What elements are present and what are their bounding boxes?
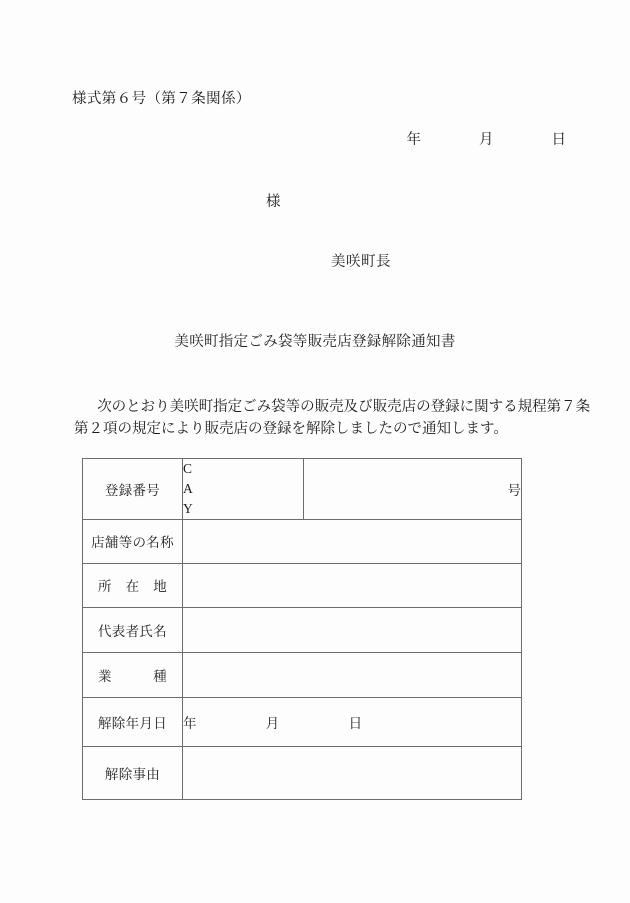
table-row (83, 746, 522, 799)
table-row (83, 652, 522, 697)
table-row (83, 519, 522, 563)
registration-details-table (82, 458, 522, 800)
body-paragraph (74, 396, 591, 441)
representative-name-value-cell[interactable] (183, 607, 522, 652)
table-row (83, 697, 522, 746)
row-label-business-type: 業 種 (83, 652, 183, 697)
row-label-registration-number: 登録番号 (83, 459, 183, 520)
store-name-value-cell[interactable] (183, 519, 522, 563)
table-row (83, 459, 522, 520)
body-line-1: 次のとおり美咲町指定ごみ袋等の販売及び販売店の登録に関する規程第７条 (97, 399, 591, 415)
row-label-representative-name: 代表者氏名 (83, 607, 183, 652)
prefix-line-c: C (183, 461, 193, 476)
registration-number-value-cell[interactable]: 号 (304, 459, 522, 520)
date-blank-line: 年 月 日 (406, 132, 566, 148)
body-line-2: 第２項の規定により販売店の登録を解除しましたので通知します。 (74, 421, 508, 438)
table-row (83, 607, 522, 652)
issuer-name: 美咲町長 (331, 254, 391, 270)
prefix-line-y: Y (183, 500, 193, 516)
document-title: 美咲町指定ごみ袋等販売店登録解除通知書 (174, 334, 456, 350)
cancellation-reason-value-cell[interactable] (183, 746, 522, 799)
form-number: 様式第６号（第７条関係） (72, 91, 251, 107)
row-label-cancellation-reason: 解除事由 (83, 746, 183, 799)
row-label-location: 所 在 地 (83, 563, 183, 607)
location-value-cell[interactable] (183, 563, 522, 607)
row-label-store-name: 店舗等の名称 (83, 519, 183, 563)
table-row (83, 563, 522, 607)
cancellation-date-value-cell[interactable]: 年 月 日 (183, 697, 522, 746)
row-label-cancellation-date: 解除年月日 (83, 697, 183, 746)
business-type-value-cell[interactable] (183, 652, 522, 697)
addressee-honorific: 様 (266, 194, 281, 210)
registration-prefix-cell (183, 459, 304, 520)
prefix-line-a: A (183, 480, 193, 496)
